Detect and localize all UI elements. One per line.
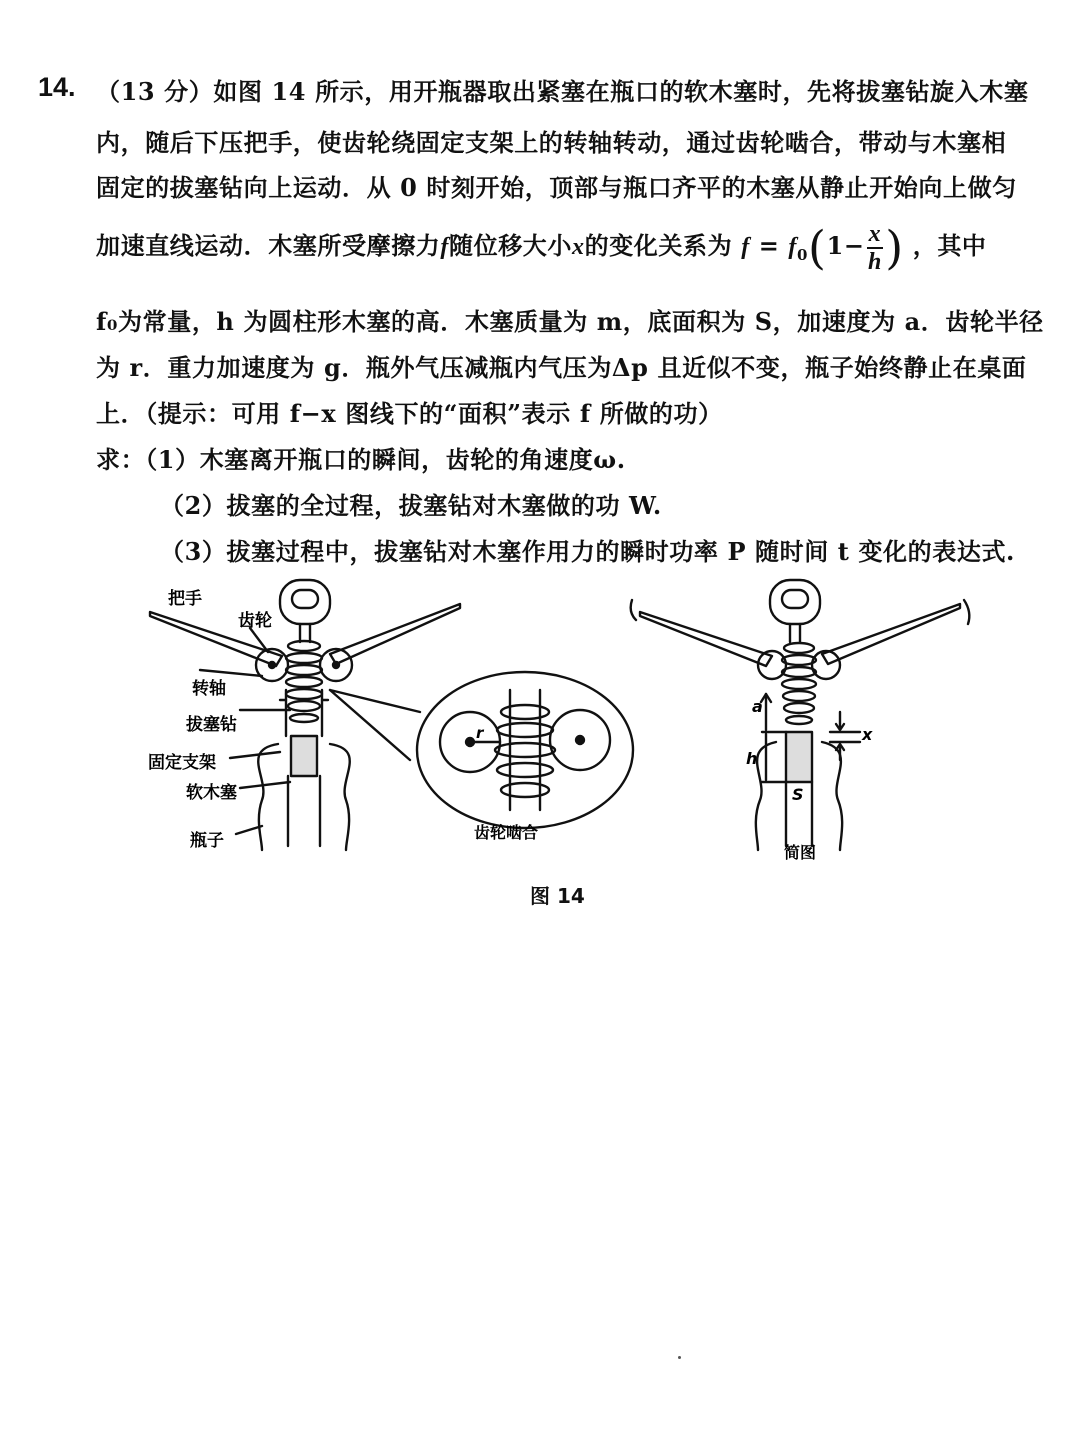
question-line-7: 上．（提示：可用 f−x 图线下的“面积”表示 f 所做的功） xyxy=(96,399,723,428)
line4-f: f xyxy=(440,234,449,260)
simple-caption: 简图 xyxy=(784,843,817,862)
figure-drawing xyxy=(0,570,1080,870)
question-line-5: f₀为常量，h 为圆柱形木塞的高．木塞质量为 m，底面积为 S，加速度为 a．齿轮半径 xyxy=(96,307,1044,336)
question-number: 14. xyxy=(38,72,76,102)
paren-left: ( xyxy=(808,220,827,275)
label-bottle: 瓶子 xyxy=(190,831,224,851)
line4-text-d: ，其中 xyxy=(912,231,987,260)
label-corkscrew: 拔塞钻 xyxy=(186,715,237,735)
figure-caption: 图 14 xyxy=(530,884,585,908)
question-line-4 xyxy=(96,214,987,278)
fraction-denominator: h xyxy=(867,248,882,275)
formula-f0: f xyxy=(788,234,797,260)
figure-14 xyxy=(0,570,1080,910)
simple-S: S xyxy=(792,785,804,804)
friction-formula xyxy=(741,220,913,275)
question-line-9: （2）拔塞的全过程，拔塞钻对木塞做的功 W. xyxy=(160,491,662,520)
line4-text-b: 随位移大小 xyxy=(449,231,572,260)
paren-right: ) xyxy=(885,220,904,275)
question-line-3: 固定的拔塞钻向上运动．从 0 时刻开始，顶部与瓶口齐平的木塞从静止开始向上做匀 xyxy=(96,173,1017,202)
line4-text-c: 的变化关系为 xyxy=(584,231,733,260)
label-bracket: 固定支架 xyxy=(148,753,216,773)
label-cork: 软木塞 xyxy=(186,783,237,803)
question-line-1: （13 分）如图 14 所示，用开瓶器取出紧塞在瓶口的软木塞时，先将拔塞钻旋入木塞 xyxy=(96,77,1029,106)
formula-lhs: f xyxy=(741,234,750,260)
formula-inner: 1− xyxy=(826,231,865,260)
simple-x: x xyxy=(862,725,873,744)
label-shaft: 转轴 xyxy=(192,679,226,699)
question-line-8: 求：（1）木塞离开瓶口的瞬间，齿轮的角速度ω. xyxy=(96,445,626,474)
formula-sub0: 0 xyxy=(797,245,809,264)
inset-r: r xyxy=(476,724,484,742)
line4-text-a: 加速直线运动．木塞所受摩擦力 xyxy=(96,231,441,260)
line4-x: x xyxy=(572,234,585,260)
fraction-numerator: x xyxy=(868,220,882,247)
question-line-10: （3）拔塞过程中，拔塞钻对木塞作用力的瞬时功率 P 随时间 t 变化的表达式. xyxy=(160,537,1016,566)
simple-a: a xyxy=(752,697,763,716)
scan-speck xyxy=(678,1356,681,1359)
formula-eq: = xyxy=(749,231,789,260)
simple-h: h xyxy=(746,749,758,768)
fraction xyxy=(867,221,884,275)
question-line-6: 为 r．重力加速度为 g．瓶外气压减瓶内气压为Δp 且近似不变，瓶子始终静止在桌面 xyxy=(96,353,1027,382)
gear-mesh-inset xyxy=(330,672,633,828)
inset-caption: 齿轮啮合 xyxy=(474,823,539,842)
label-gear: 齿轮 xyxy=(238,611,272,631)
question-line-2: 内，随后下压把手，使齿轮绕固定支架上的转轴转动，通过齿轮啮合，带动与木塞相 xyxy=(96,128,1007,157)
simple-drawing xyxy=(631,580,970,850)
label-handle: 把手 xyxy=(168,589,202,609)
